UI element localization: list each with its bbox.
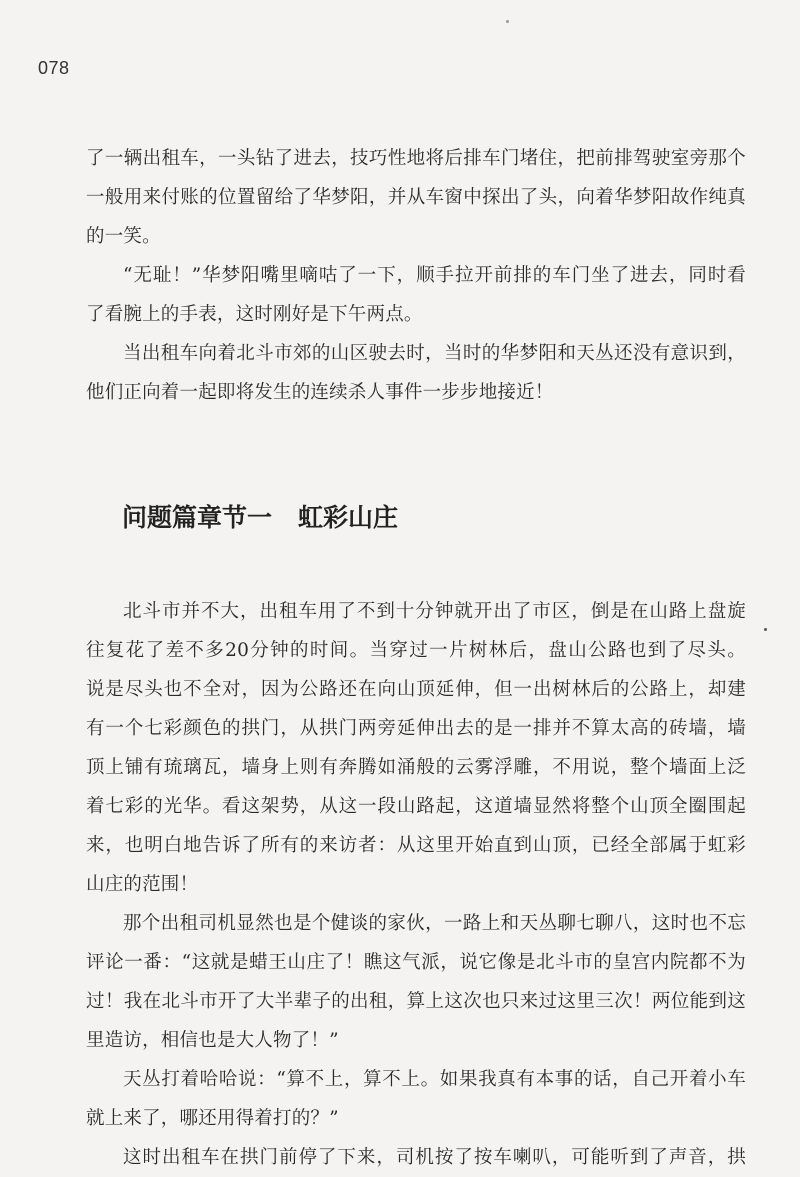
scan-speck: [506, 20, 509, 23]
text-line: 顶上铺有琉璃瓦，墙身上则有奔腾如涌般的云雾浮雕，不用说，整个墙面上泛: [86, 757, 746, 778]
chapter-title: 虹彩山庄: [298, 503, 399, 532]
section-2-text: [86, 592, 746, 1177]
text-line: 了一辆出租车，一头钻了进去，技巧性地将后排车门堵住，把前排驾驶室旁那个: [86, 148, 746, 169]
text-line: 里造访，相信也是大人物了！”: [86, 1030, 339, 1051]
chapter-heading: [122, 498, 398, 534]
chapter-label: 问题篇章节一: [122, 503, 273, 532]
text-line: 就上来了，哪还用得着打的？”: [86, 1108, 339, 1129]
text-line: 评论一番：“这就是蜡王山庄了！瞧这气派，说它像是北斗市的皇宫内院都不为: [86, 952, 746, 973]
text-line: 说是尽头也不全对，因为公路还在向山顶延伸，但一出树林后的公路上，却建: [86, 679, 746, 700]
text-line: 这时出租车在拱门前停了下来，司机按了按车喇叭，可能听到了声音，拱: [123, 1147, 746, 1168]
text-line: 有一个七彩颜色的拱门，从拱门两旁延伸出去的是一排并不算太高的砖墙，墙: [86, 718, 746, 739]
text-line: 的一笑。: [86, 226, 161, 247]
text-line: 天丛打着哈哈说：“算不上，算不上。如果我真有本事的话，自己开着小车: [123, 1069, 746, 1090]
text-line: 一般用来付账的位置留给了华梦阳，并从车窗中探出了头，向着华梦阳故作纯真: [86, 187, 746, 208]
text-line: 来，也明白地告诉了所有的来访者：从这里开始直到山顶，已经全部属于虹彩: [86, 835, 746, 856]
page-number: 078: [38, 58, 70, 78]
text-line: 北斗市并不大，出租车用了不到十分钟就开出了市区，倒是在山路上盘旋: [123, 601, 746, 622]
scan-dot: [764, 628, 767, 631]
text-line: 那个出租司机显然也是个健谈的家伙，一路上和天丛聊七聊八，这时也不忘: [123, 913, 746, 934]
text-line: 了看腕上的手表，这时刚好是下午两点。: [86, 304, 423, 325]
section-1-text: [86, 139, 746, 412]
text-line: 往复花了差不多20分钟的时间。当穿过一片树林后，盘山公路也到了尽头。: [86, 640, 746, 661]
text-line: 山庄的范围！: [86, 874, 199, 895]
text-line: 他们正向着一起即将发生的连续杀人事件一步步地接近！: [86, 382, 554, 403]
text-line: 着七彩的光华。看这架势，从这一段山路起，这道墙显然将整个山顶全圈围起: [86, 796, 746, 817]
text-line: “无耻！”华梦阳嘴里嘀咕了一下，顺手拉开前排的车门坐了进去，同时看: [123, 265, 746, 286]
text-line: 过！我在北斗市开了大半辈子的出租，算上这次也只来过这里三次！两位能到这: [86, 991, 746, 1012]
text-line: 当出租车向着北斗市郊的山区驶去时，当时的华梦阳和天丛还没有意识到，: [123, 343, 746, 364]
